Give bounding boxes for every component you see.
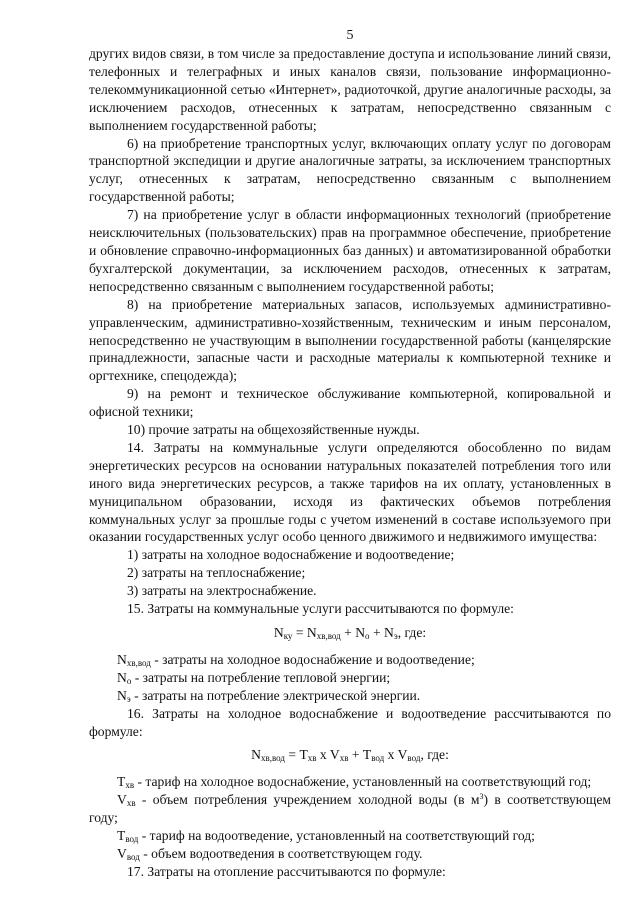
definition-n-electricity: $N_э$ - затраты на потребление электрической энергии. xyxy=(117,687,421,704)
definition-tariff-drainage: $T_{вод}$ - тариф на водоотведение, установленный на соответствующий год; xyxy=(117,828,535,845)
definition-tariff-cold-water: $T_{хв}$ - тариф на холодное водоснабжение, установленный на соответствующий год; xyxy=(117,774,592,791)
formula-cold-water: $N_{хв,вод} = T_{хв}$ x $V_{хв} + T_{вод}$ x $V_{вод}$, где: xyxy=(251,747,449,764)
paragraph-item-9: 9) на ремонт и техническое обслуживание компьютерной, копировальной и офисной техники; xyxy=(89,386,611,420)
paragraph-clause-17: 17. Затраты на отопление рассчитываются по формуле: xyxy=(127,863,446,879)
paragraph-continuation: других видов связи, в том числе за предоставление доступа и использование линий связи, телефонных и телеграфных и иных каналов связи, пользование информационно-телекоммуникационной сетью «Интернет», радиоточкой, другие аналогичные расходы, за исключением расходов, отнесенных к затратам, непосредственно связанным с выполнением государственной работы; xyxy=(89,46,611,133)
formula-utilities: $N_{ку} = N_{хв,вод} + N_о + N_э$, где: xyxy=(273,625,427,641)
paragraph-clause-14: 14. Затраты на коммунальные услуги определяются обособленно по видам энергетических ресурсов на основании натуральных показателей потребления того или иного вида энергетических ресурсов, а также тарифов на их оплату, установленных в муниципальном образовании, исходя из фактических объемов потребления коммунальных услуг за прошлые годы с учетом изменений в составе используемого при оказании государственных услуг особо ценного движимого и недвижимого имущества: xyxy=(89,439,611,545)
definition-n-cold-water: $N_{хв,вод}$ - затраты на холодное водоснабжение и водоотведение; xyxy=(117,651,475,668)
definition-n-heat: $N_о$ - затраты на потребление тепловой энергии; xyxy=(117,669,391,686)
paragraph-clause-16: 16. Затраты на холодное водоснабжение и водоотведение рассчитываются по формуле: xyxy=(89,705,611,739)
list-item-cold-water: 1) затраты на холодное водоснабжение и водоотведение; xyxy=(127,547,455,563)
list-item-heat: 2) затраты на теплоснабжение; xyxy=(127,565,306,581)
paragraph-item-7: 7) на приобретение услуг в области информационных технологий (приобретение неисключительных (пользовательских) прав на программное обеспечение, приобретение и обновление справочно-информационных баз данных) и автоматизированной обработки бухгалтерской документации, за исключением расходов, отнесенных к затратам, непосредственно связанным с выполнением государственной работы; xyxy=(89,207,611,294)
definition-volume-drainage: $V_{вод}$ - объем водоотведения в соответствующем году. xyxy=(117,845,423,862)
document-page xyxy=(89,27,611,881)
page-number: 5 xyxy=(346,28,354,43)
paragraph-clause-15: 15. Затраты на коммунальные услуги рассчитываются по формуле: xyxy=(127,601,514,617)
paragraph-item-8: 8) на приобретение материальных запасов, используемых административно-управленческим, административно-хозяйственным, техническим и иным персоналом, непосредственно не участвующим в выполнении государственной работы (канцелярские принадлежности, запасные части и расходные материалы к компьютерной технике и оргтехнике, спецодежда); xyxy=(89,296,611,384)
definition-volume-cold-water: $V_{хв}$ - объем потребления учреждением холодной воды (в $м^3$) в соответствующем году; xyxy=(89,792,611,826)
paragraph-item-6: 6) на приобретение транспортных услуг, включающих оплату услуг по договорам транспортной экспедиции и другие аналогичные затраты, за исключением транспортных услуг, отнесенных к затратам, непосредственно связанным с выполнением государственной работы; xyxy=(89,135,611,205)
list-item-electricity: 3) затраты на электроснабжение. xyxy=(127,583,317,599)
paragraph-item-10: 10) прочие затраты на общехозяйственные нужды. xyxy=(127,422,420,438)
